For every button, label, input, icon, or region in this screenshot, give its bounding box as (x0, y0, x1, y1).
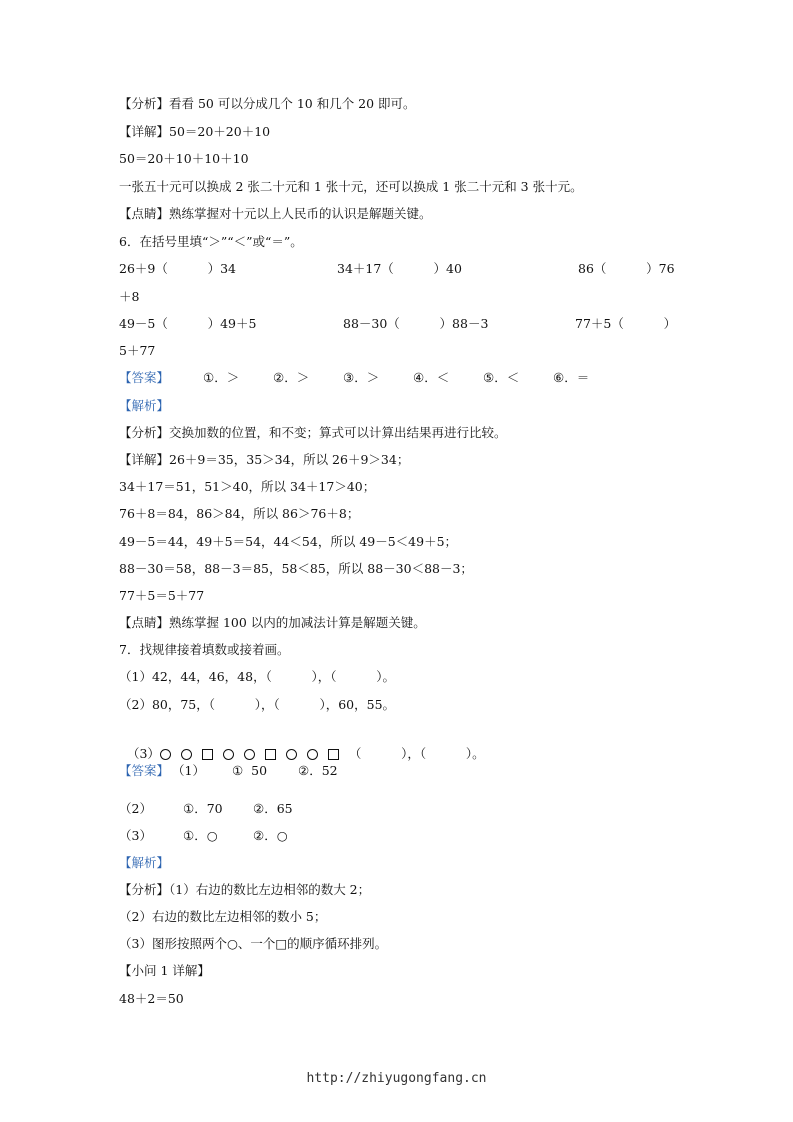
q7-answer-1-b: ②．52 (298, 763, 338, 778)
circle-shape-icon (286, 749, 297, 760)
q6-title: 6．在括号里填“＞”“＜”或“＝”。 (119, 234, 303, 249)
q5-line3: 一张五十元可以换成 2 张二十元和 1 张十元，还可以换成 1 张二十元和 3 张十元。 (119, 179, 583, 194)
footer-url: http://zhiyugongfang.cn (306, 1071, 487, 1086)
circle-shape-icon (160, 749, 171, 760)
q7-answer-1-a: ① 50 (232, 763, 268, 778)
q7-jiexi: 【解析】 (119, 855, 170, 870)
q6-detail-1: 【详解】26＋9＝35，35＞34，所以 26＋9＞34； (119, 452, 410, 467)
q6-answer-6: ⑥．＝ (553, 370, 590, 385)
circle-shape-icon (244, 749, 255, 760)
q6-answer-3: ③．＞ (343, 370, 380, 385)
q5-analysis: 【分析】看看 50 可以分成几个 10 和几个 20 即可。 (119, 96, 416, 111)
q7-answer-3-a: ①．○ (183, 828, 218, 843)
q6-item-1: 26＋9（ ）34 (119, 261, 236, 276)
shape-sequence (160, 746, 349, 761)
q7-part-2: （2）80，75，（ ），（ ），60，55。 (119, 697, 396, 712)
q6-detail-3: 76＋8＝84，86＞84，所以 86＞76＋8； (119, 506, 360, 521)
circle-shape-icon (223, 749, 234, 760)
q6-jiexi: 【解析】 (119, 398, 170, 413)
q7-title: 7．找规律接着填数或接着画。 (119, 642, 290, 657)
q6-item-3-cont: ＋8 (119, 289, 140, 304)
q6-analysis: 【分析】交换加数的位置，和不变；算式可以计算出结果再进行比较。 (119, 425, 507, 440)
q7-answer-2-a: ①．70 (183, 801, 223, 816)
q6-detail-5: 88－30＝58，88－3＝85，58＜85，所以 88－30＜88－3； (119, 561, 473, 576)
circle-shape-icon (181, 749, 192, 760)
q5-comment: 【点睛】熟练掌握对十元以上人民币的认识是解题关键。 (119, 206, 432, 221)
q6-answer-label: 【答案】 (119, 370, 170, 385)
q5-detail: 【详解】50＝20＋20＋10 (119, 124, 271, 139)
q6-detail-4: 49－5＝44，49＋5＝54，44＜54，所以 49－5＜49＋5； (119, 534, 458, 549)
q6-item-4: 49－5（ ）49＋5 (119, 316, 257, 331)
square-shape-icon (328, 749, 339, 760)
circle-shape-icon (307, 749, 318, 760)
q6-item-6: 77＋5（ ） (575, 316, 677, 331)
q6-answer-2: ②．＞ (273, 370, 310, 385)
q7-analysis-3: （3）图形按照两个○、一个□的顺序循环排列。 (119, 936, 388, 951)
q7-calc: 48＋2＝50 (119, 991, 184, 1006)
square-shape-icon (265, 749, 276, 760)
q7-sub1-heading: 【小问 1 详解】 (119, 963, 210, 978)
q7-part-1: （1）42，44，46，48，（ ），（ ）。 (119, 669, 396, 684)
q7-part-3-tail: （ ），（ ）。 (348, 746, 485, 761)
q6-answer-5: ⑤．＜ (483, 370, 520, 385)
q6-answer-4: ④．＜ (413, 370, 450, 385)
q6-answer-1: ①．＞ (203, 370, 240, 385)
q7-analysis-2: （2）右边的数比左边相邻的数小 5； (119, 909, 327, 924)
q7-analysis-1: 【分析】（1）右边的数比左边相邻的数大 2； (119, 882, 371, 897)
q6-comment: 【点睛】熟练掌握 100 以内的加减法计算是解题关键。 (119, 615, 426, 630)
square-shape-icon (202, 749, 213, 760)
q6-item-2: 34＋17（ ）40 (337, 261, 462, 276)
q6-item-5: 88－30（ ）88－3 (343, 316, 489, 331)
q6-item-6-cont: 5＋77 (119, 343, 156, 358)
q7-part-3-label: （3） (126, 746, 160, 761)
q6-detail-6: 77＋5＝5＋77 (119, 588, 205, 603)
q5-line2: 50＝20＋10＋10＋10 (119, 151, 249, 166)
q6-detail-2: 34＋17＝51，51＞40，所以 34＋17＞40； (119, 479, 376, 494)
q7-answer-2-num: （2） (119, 801, 152, 816)
q7-answer-1-num: （1） (172, 763, 205, 778)
q7-answer-3-num: （3） (119, 828, 152, 843)
q7-part-3 (119, 730, 485, 762)
q7-answer-2-b: ②．65 (253, 801, 293, 816)
q7-answer-3-b: ②．○ (253, 828, 288, 843)
q7-answer-label: 【答案】 (119, 763, 170, 778)
q6-item-3: 86（ ）76 (578, 261, 675, 276)
